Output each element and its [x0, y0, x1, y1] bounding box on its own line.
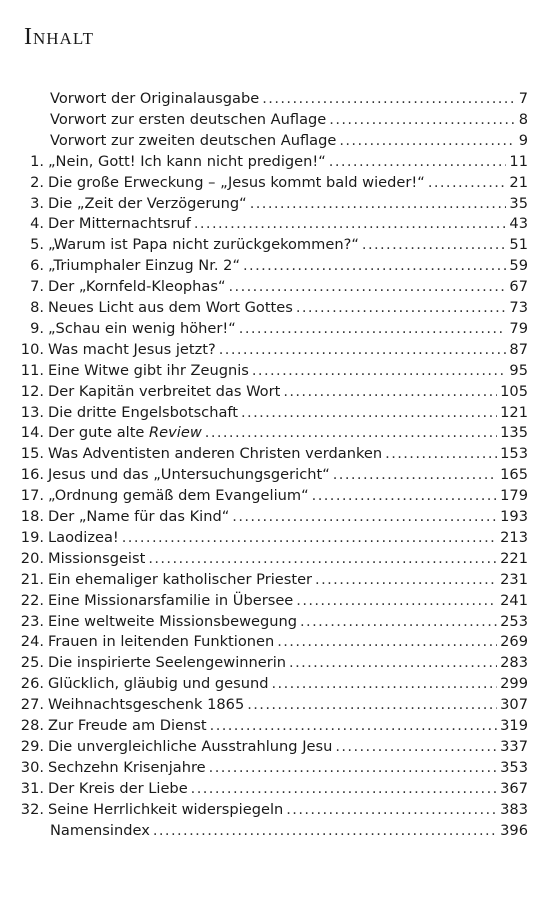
dot-leader — [272, 673, 498, 695]
page-number: 299 — [500, 675, 528, 693]
toc-entry — [48, 443, 528, 465]
entry-title-prefix: Der gute alte — [48, 424, 150, 442]
toc-entry — [48, 464, 528, 486]
dot-leader — [362, 234, 507, 256]
entry-title: Eine Witwe gibt ihr Zeugnis — [48, 361, 249, 379]
page-number: 193 — [500, 508, 528, 525]
toc-entry — [48, 360, 528, 382]
page-number: 353 — [500, 758, 528, 776]
entry-title: Laodizea! — [48, 528, 119, 546]
toc-chapter-row — [0, 694, 548, 716]
dot-leader — [252, 360, 507, 382]
page-number: 337 — [500, 737, 528, 755]
chapter-number: 4. — [30, 215, 44, 233]
chapter-number: 6. — [30, 257, 44, 275]
page-number: 179 — [500, 487, 528, 505]
toc-chapter-row — [0, 464, 548, 486]
toc-entry — [48, 631, 528, 653]
toc-entry — [48, 590, 528, 612]
page-number: 153 — [500, 445, 528, 463]
page-number: 135 — [500, 424, 528, 442]
toc-entry — [48, 757, 528, 779]
page-number: 95 — [509, 361, 528, 379]
page-number: 67 — [509, 278, 528, 296]
dot-leader — [219, 339, 507, 361]
dot-leader — [329, 151, 507, 173]
entry-title: Die unvergleichliche Ausstrahlung Jesu — [48, 737, 333, 755]
dot-leader — [312, 485, 497, 507]
entry-title: Der Kapitän verbreitet das Wort — [48, 382, 281, 400]
chapter-number: 5. — [30, 236, 44, 254]
toc-chapter-row — [0, 193, 548, 215]
toc-chapter-row — [0, 297, 548, 319]
toc-front-row — [0, 130, 548, 152]
entry-title: Frauen in leitenden Funktionen — [48, 633, 275, 651]
chapter-number: 22. — [20, 591, 44, 609]
toc-entry — [48, 652, 528, 674]
entry-title: Ein ehemaliger katholischer Priester — [48, 570, 313, 588]
dot-leader — [148, 548, 497, 570]
page-number: 8 — [518, 110, 528, 128]
dot-leader — [315, 569, 497, 591]
chapter-number: 13. — [20, 403, 44, 421]
page-number: 221 — [500, 549, 528, 567]
page-number: 73 — [509, 299, 528, 316]
toc-chapter-row — [0, 339, 548, 361]
chapter-number: 8. — [30, 299, 44, 316]
toc-chapter-row — [0, 631, 548, 653]
page-number: 43 — [509, 215, 528, 233]
toc-chapter-row — [0, 422, 548, 444]
entry-title: Was macht Jesus jetzt? — [48, 340, 216, 358]
toc-entry — [48, 799, 528, 821]
page-number: 51 — [509, 236, 528, 254]
entry-title: „Triumphaler Einzug Nr. 2“ — [48, 257, 241, 275]
dot-leader — [329, 109, 515, 131]
toc-entry — [48, 172, 528, 194]
toc-entry — [48, 381, 528, 403]
toc-entry — [48, 715, 528, 737]
toc-chapter-row — [0, 527, 548, 549]
dot-leader — [283, 381, 497, 403]
dot-leader — [191, 778, 497, 800]
page-number: 367 — [500, 779, 528, 797]
dot-leader — [296, 590, 497, 612]
toc-chapter-row — [0, 673, 548, 695]
toc-entry — [48, 402, 528, 424]
page-number: 35 — [509, 194, 528, 212]
entry-title: Sechzehn Krisenjahre — [48, 758, 206, 776]
toc-entry — [48, 297, 528, 319]
chapter-number: 31. — [20, 779, 44, 797]
toc-entry — [48, 778, 528, 800]
toc-chapter-row — [0, 590, 548, 612]
toc-entry — [50, 130, 528, 152]
toc-entry — [48, 234, 528, 256]
entry-title: „Ordnung gemäß dem Evangelium“ — [48, 487, 309, 505]
dot-leader — [229, 276, 507, 298]
entry-title: Der Kreis der Liebe — [48, 779, 188, 797]
toc-entry — [48, 694, 528, 716]
page-number: 79 — [509, 319, 528, 337]
chapter-number: 19. — [20, 528, 44, 546]
toc-chapter-row — [0, 548, 548, 570]
dot-leader — [122, 527, 497, 549]
toc-entry — [48, 736, 528, 758]
toc-chapter-row — [0, 276, 548, 298]
entry-title: Missionsgeist — [48, 549, 146, 567]
toc-chapter-row — [0, 569, 548, 591]
toc-entry — [50, 820, 528, 842]
chapter-number: 32. — [20, 800, 44, 818]
chapter-number: 15. — [20, 445, 44, 463]
dot-leader — [428, 172, 507, 194]
entry-title: Seine Herrlichkeit widerspiegeln — [48, 800, 284, 818]
chapter-number: 3. — [30, 194, 44, 212]
entry-title: Glücklich, gläubig und gesund — [48, 675, 269, 693]
toc-chapter-row — [0, 213, 548, 235]
page-number: 307 — [500, 696, 528, 714]
chapter-number: 12. — [20, 382, 44, 400]
chapter-number: 29. — [20, 737, 44, 755]
toc-heading: Inhalt — [24, 24, 95, 50]
dot-leader — [300, 611, 497, 633]
toc-entry — [48, 569, 528, 591]
entry-title: Vorwort der Originalausgabe — [50, 90, 260, 107]
toc-chapter-row — [0, 151, 548, 173]
toc-chapter-row — [0, 736, 548, 758]
page-number: 283 — [500, 654, 528, 672]
toc-entry — [48, 422, 528, 444]
page-number: 269 — [500, 633, 528, 651]
chapter-number: 1. — [30, 152, 44, 170]
entry-title: Was Adventisten anderen Christen verdanken — [48, 445, 383, 463]
entry-title: Die „Zeit der Verzögerung“ — [48, 194, 247, 212]
dot-leader — [209, 757, 497, 779]
dot-leader — [277, 631, 497, 653]
toc-chapter-row — [0, 360, 548, 382]
page-number: 319 — [500, 717, 528, 734]
toc-entry — [48, 193, 528, 215]
entry-title-italic: Review — [149, 424, 202, 442]
dot-leader — [153, 820, 497, 842]
toc-entry — [48, 527, 528, 549]
toc-entry — [48, 151, 528, 173]
toc-chapter-row — [0, 234, 548, 256]
entry-title: Eine weltweite Missionsbewegung — [48, 612, 298, 630]
dot-leader — [205, 422, 497, 444]
chapter-number: 30. — [20, 758, 44, 776]
page-number: 59 — [509, 257, 528, 275]
chapter-number: 28. — [20, 717, 44, 734]
entry-title: Eine Missionarsfamilie in Übersee — [48, 591, 294, 609]
dot-leader — [289, 652, 497, 674]
page-number: 11 — [509, 152, 528, 170]
page-number: 213 — [500, 528, 528, 546]
dot-leader — [241, 402, 497, 424]
page-number: 165 — [500, 466, 528, 484]
toc-entry — [48, 276, 528, 298]
entry-title: Zur Freude am Dienst — [48, 717, 207, 734]
toc-chapter-row — [0, 255, 548, 277]
entry-title: Neues Licht aus dem Wort Gottes — [48, 299, 293, 316]
chapter-number: 20. — [20, 549, 44, 567]
dot-leader — [286, 799, 497, 821]
dot-leader — [335, 736, 497, 758]
dot-leader — [239, 318, 507, 340]
chapter-number: 24. — [20, 633, 44, 651]
entry-title: Weihnachtsgeschenk 1865 — [48, 696, 245, 714]
chapter-number: 26. — [20, 675, 44, 693]
toc-chapter-row — [0, 485, 548, 507]
entry-title: Vorwort zur ersten deutschen Auflage — [50, 110, 327, 128]
chapter-number: 11. — [20, 361, 44, 379]
toc-chapter-row — [0, 611, 548, 633]
toc-chapter-row — [0, 402, 548, 424]
toc-chapter-row — [0, 778, 548, 800]
chapter-number: 21. — [20, 570, 44, 588]
toc-entry — [48, 485, 528, 507]
page-number: 105 — [500, 382, 528, 400]
toc-chapter-row — [0, 715, 548, 737]
chapter-number: 25. — [20, 654, 44, 672]
dot-leader — [333, 464, 497, 486]
page-number: 121 — [500, 403, 528, 421]
toc-entry — [48, 673, 528, 695]
chapter-number: 7. — [30, 278, 44, 296]
dot-leader — [210, 715, 497, 737]
entry-title: Namensindex — [50, 821, 150, 839]
entry-title: Die große Erweckung – „Jesus kommt bald wieder!“ — [48, 173, 425, 191]
entry-title: Der Mitternachtsruf — [48, 215, 191, 233]
chapter-number: 18. — [20, 508, 44, 525]
toc-chapter-row — [0, 652, 548, 674]
dot-leader — [296, 297, 507, 319]
chapter-number: 9. — [30, 319, 44, 337]
entry-title: Vorwort zur zweiten deutschen Auflage — [50, 131, 337, 149]
page-number: 9 — [518, 131, 528, 149]
entry-title — [48, 422, 202, 444]
page-number: 7 — [518, 90, 528, 107]
page-number: 396 — [500, 821, 528, 839]
chapter-number: 2. — [30, 173, 44, 191]
toc-entry — [48, 213, 528, 235]
toc-front-row — [0, 820, 548, 842]
toc-chapter-row — [0, 443, 548, 465]
dot-leader — [243, 255, 506, 277]
dot-leader — [339, 130, 515, 152]
toc-front-row — [0, 88, 548, 110]
dot-leader — [262, 88, 515, 110]
page-number: 253 — [500, 612, 528, 630]
toc-entry — [50, 88, 528, 110]
toc-chapter-row — [0, 318, 548, 340]
page-number: 87 — [509, 340, 528, 358]
toc-entry — [48, 255, 528, 277]
toc-chapter-row — [0, 757, 548, 779]
entry-title: Der „Name für das Kind“ — [48, 508, 230, 525]
entry-title: Der „Kornfeld-Kleophas“ — [48, 278, 226, 296]
chapter-number: 16. — [20, 466, 44, 484]
page-number: 241 — [500, 591, 528, 609]
entry-title: Die inspirierte Seelengewinnerin — [48, 654, 287, 672]
toc-chapter-row — [0, 506, 548, 528]
page-number: 231 — [500, 570, 528, 588]
entry-title: Die dritte Engelsbotschaft — [48, 403, 238, 421]
dot-leader — [250, 193, 507, 215]
chapter-number: 10. — [20, 340, 44, 358]
toc-chapter-row — [0, 172, 548, 194]
toc-entry — [48, 548, 528, 570]
chapter-number: 23. — [20, 612, 44, 630]
dot-leader — [247, 694, 497, 716]
dot-leader — [232, 506, 497, 528]
toc-front-row — [0, 109, 548, 131]
entry-title: „Nein, Gott! Ich kann nicht predigen!“ — [48, 152, 326, 170]
dot-leader — [194, 213, 507, 235]
chapter-number: 17. — [20, 487, 44, 505]
chapter-number: 14. — [20, 424, 44, 442]
toc-chapter-row — [0, 799, 548, 821]
toc-entry — [50, 109, 528, 131]
page-number: 21 — [509, 173, 528, 191]
dot-leader — [385, 443, 497, 465]
toc-entry — [48, 339, 528, 361]
entry-title: „Warum ist Papa nicht zurückgekommen?“ — [48, 236, 359, 254]
toc-chapter-row — [0, 381, 548, 403]
entry-title: „Schau ein wenig höher!“ — [48, 319, 236, 337]
toc-entry — [48, 318, 528, 340]
toc-entry — [48, 506, 528, 528]
entry-title: Jesus und das „Untersuchungsgericht“ — [48, 466, 330, 484]
page-number: 383 — [500, 800, 528, 818]
chapter-number: 27. — [20, 696, 44, 714]
toc-entry — [48, 611, 528, 633]
